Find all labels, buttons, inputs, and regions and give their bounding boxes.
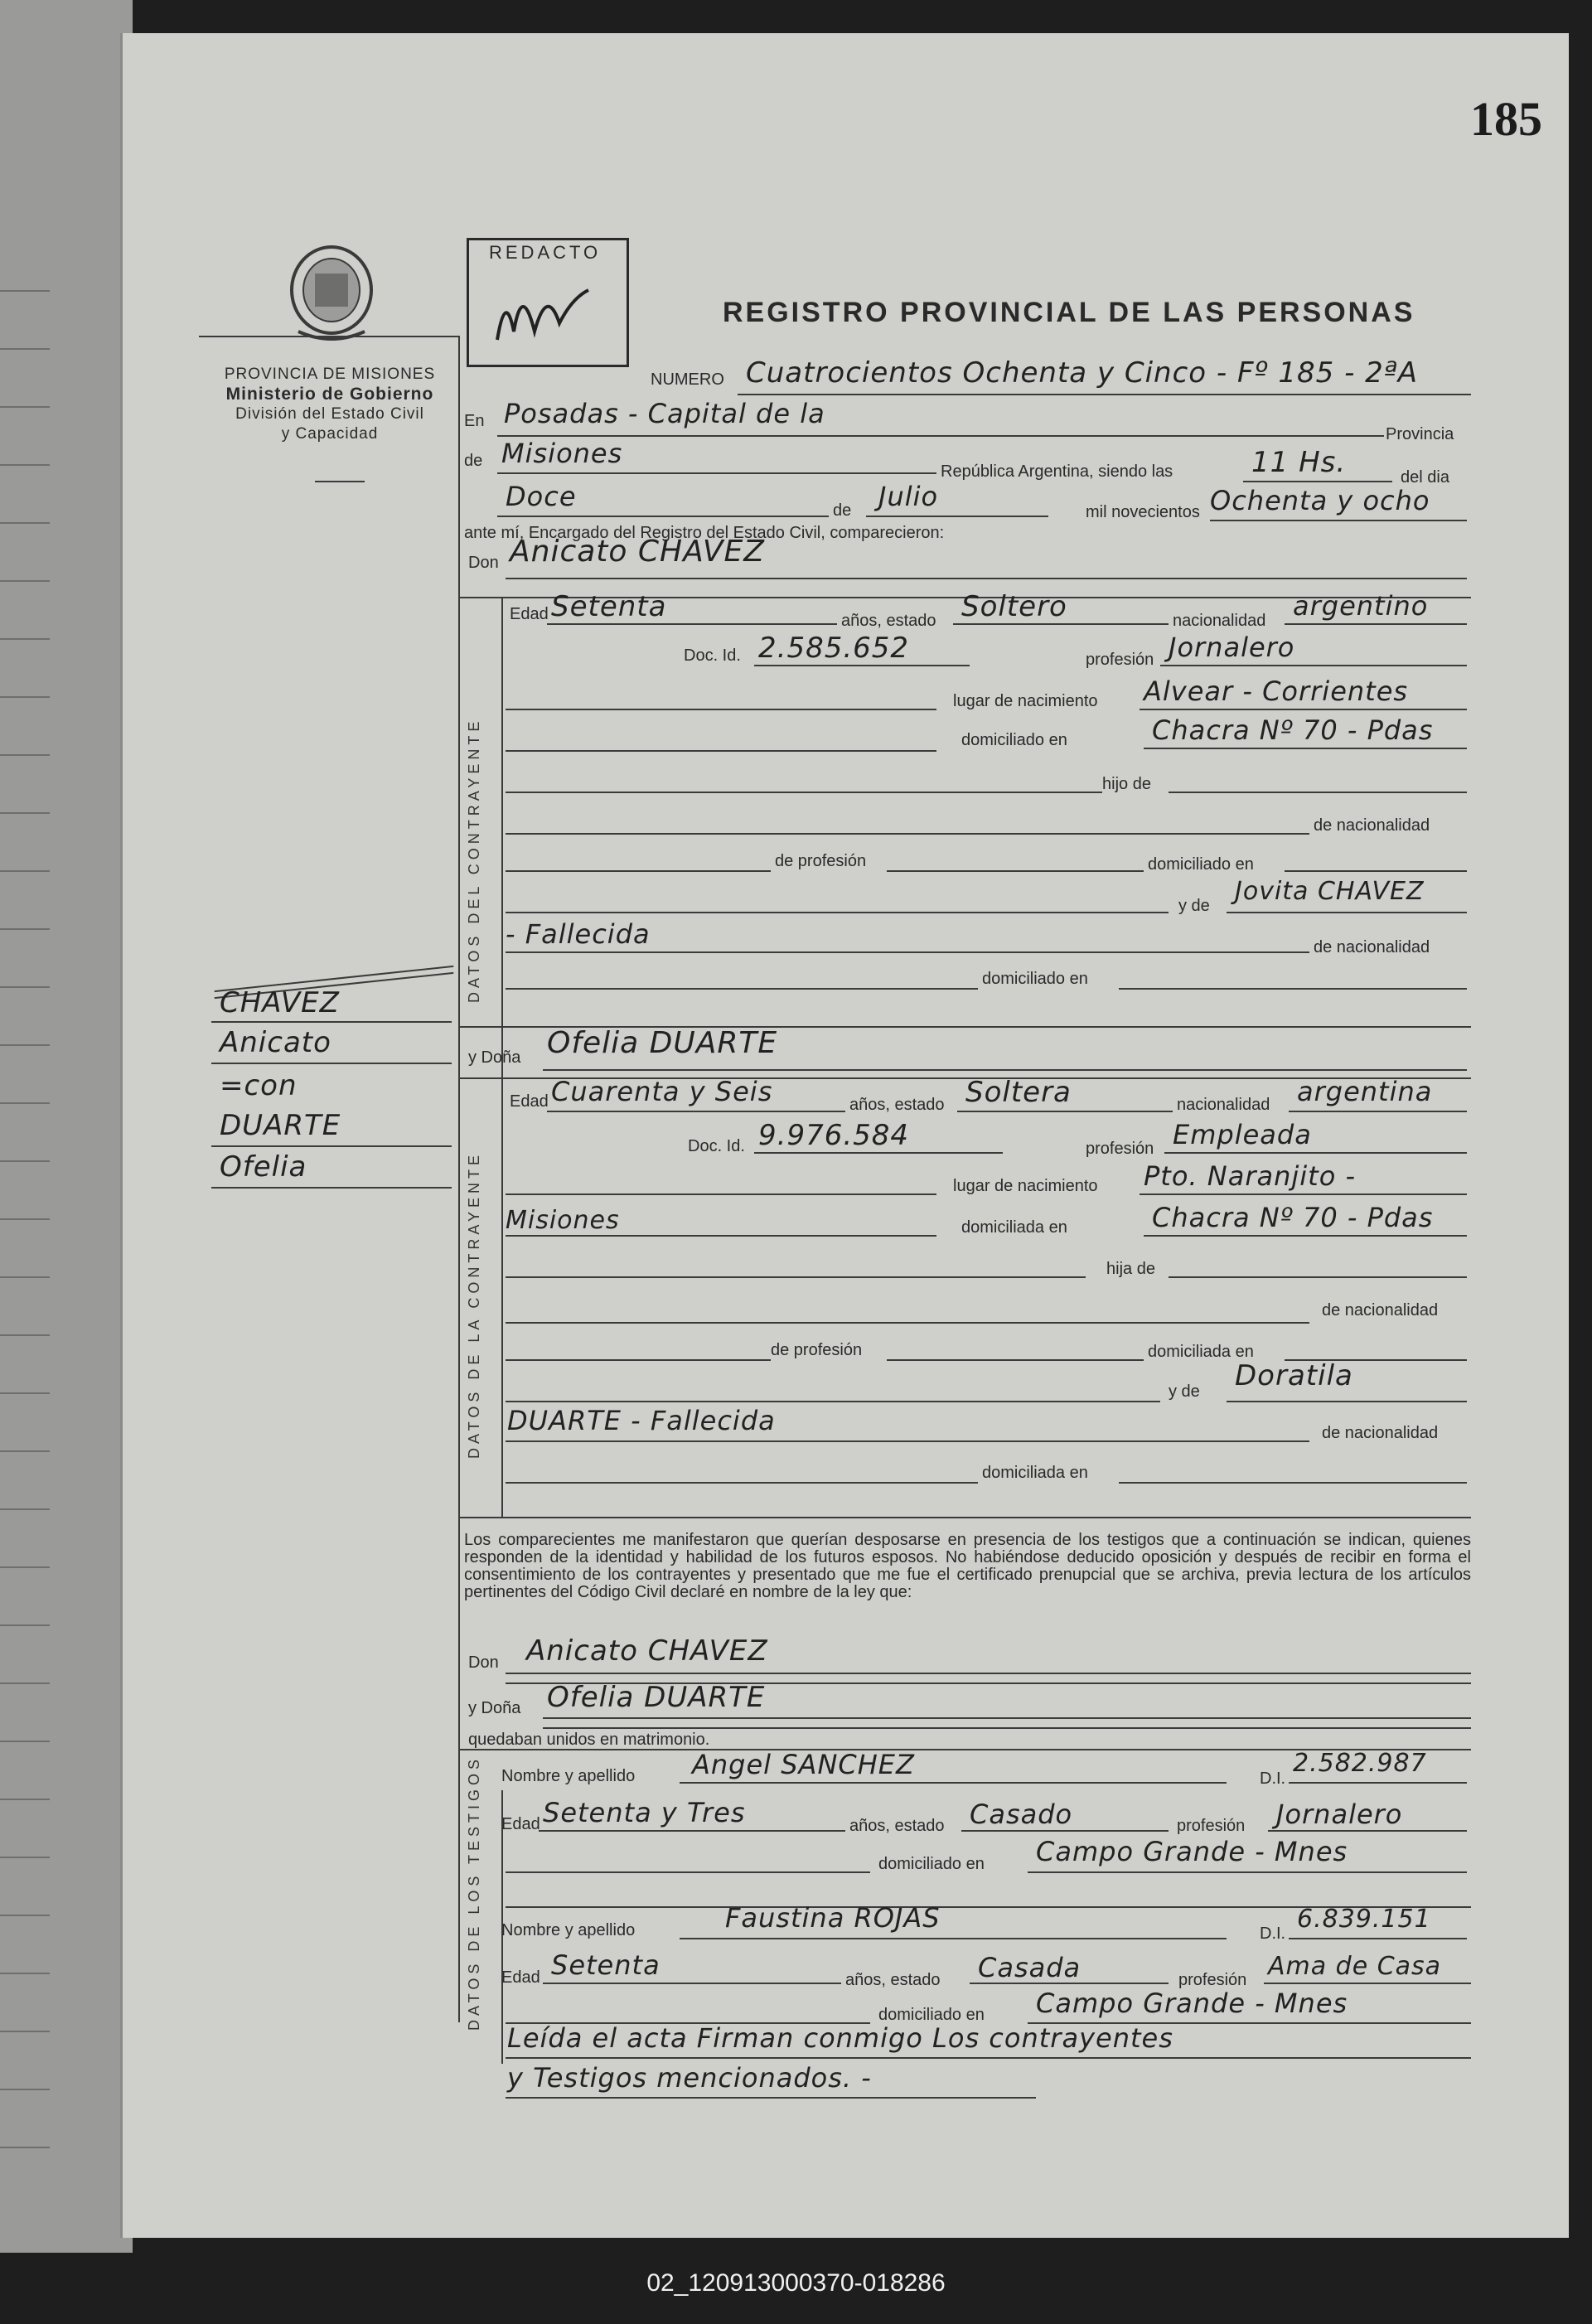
image-code: 02_120913000370-018286 [646, 2269, 946, 2297]
stamp-label: REDACTO [489, 242, 602, 263]
ruled-line [0, 870, 50, 872]
y-de-label: y de [1169, 1382, 1200, 1401]
fill-line [680, 1938, 1227, 1939]
authority-line: División del Estado Civil [235, 405, 424, 423]
ruled-line [0, 406, 50, 408]
fill-line [539, 1830, 845, 1832]
witness1-estado: Casado [970, 1799, 1073, 1830]
fill-line [506, 870, 771, 872]
fill-line [497, 516, 829, 517]
groom-name: Anicato CHAVEZ [510, 535, 765, 569]
fill-line [1119, 988, 1467, 990]
lugar-label: lugar de nacimiento [953, 1177, 1098, 1195]
di-label: D.I. [1260, 1770, 1286, 1788]
groom-doc: 2.585.652 [758, 632, 910, 665]
edad-label: Edad [510, 1092, 549, 1111]
fill-line [1160, 665, 1467, 666]
mes-value: Julio [878, 481, 939, 512]
fill-line [543, 1727, 1471, 1729]
domiciliado-label: domiciliado en [878, 2006, 985, 2024]
fill-line [506, 833, 1309, 835]
fill-line [1285, 623, 1467, 625]
domiciliado-en-label: domiciliado en [982, 970, 1088, 988]
de-nacionalidad-label: de nacionalidad [1322, 1424, 1439, 1442]
fill-line [506, 1276, 1086, 1278]
doc-label: Doc. Id. [688, 1137, 745, 1155]
ruled-line [0, 1218, 50, 1220]
quedaban-label: quedaban unidos en matrimonio. [468, 1731, 710, 1749]
bride-profesion: Empleada [1173, 1119, 1312, 1150]
anos-estado-label: años, estado [841, 612, 936, 630]
domiciliado-en-label: domiciliado en [1148, 855, 1254, 874]
fill-line [1289, 1782, 1467, 1784]
groom-madre: Jovita CHAVEZ [1235, 877, 1425, 906]
fill-line [497, 435, 1384, 437]
ruled-line [0, 1682, 50, 1684]
de-nacionalidad-label: de nacionalidad [1314, 938, 1430, 956]
profesion-label: profesión [1086, 1140, 1154, 1158]
fill-line [543, 1717, 1471, 1719]
authority-line: y Capacidad [281, 425, 379, 443]
de-profesion-label: de profesión [771, 1341, 863, 1359]
fill-line [754, 665, 970, 666]
fill-line [506, 951, 1309, 953]
don-label: Don [468, 554, 499, 572]
union-don: Anicato CHAVEZ [526, 1634, 768, 1668]
fill-line [1264, 1983, 1471, 1984]
ruled-line [0, 928, 50, 930]
groom-estado: Soltero [961, 590, 1067, 623]
fill-line [211, 1063, 452, 1064]
ruled-line [0, 986, 50, 988]
witness2-edad: Setenta [551, 1949, 661, 1981]
fill-line [1028, 1871, 1467, 1873]
domiciliada-label: domiciliada en [961, 1218, 1067, 1237]
form-title: REGISTRO PROVINCIAL DE LAS PERSONAS [723, 297, 1415, 328]
de-mes-label: de [833, 501, 852, 520]
fill-line [1289, 1111, 1467, 1112]
fill-line [1140, 1193, 1467, 1195]
fill-line [1227, 912, 1467, 913]
domiciliado-label: domiciliado en [961, 731, 1067, 749]
fill-line [680, 1782, 1227, 1784]
bride-madre-cont: DUARTE - Fallecida [507, 1405, 776, 1436]
lugar-label: lugar de nacimiento [953, 692, 1098, 710]
groom-profesion: Jornalero [1169, 632, 1295, 663]
fill-line [887, 1359, 1144, 1361]
witness1-domicilio: Campo Grande - Mnes [1036, 1836, 1348, 1867]
fill-line [506, 1871, 870, 1873]
hija-de-label: hija de [1106, 1260, 1155, 1278]
fill-line [506, 578, 1467, 579]
ruled-line [0, 1973, 50, 1974]
bride-lugar: Pto. Naranjito - [1144, 1160, 1356, 1192]
fill-line [497, 472, 936, 474]
bride-estado: Soltera [965, 1076, 1072, 1109]
ruled-line [0, 2031, 50, 2032]
witness2-di: 6.839.151 [1297, 1905, 1431, 1934]
nombre-apellido-label: Nombre y apellido [501, 1921, 636, 1939]
numero-label: NUMERO [651, 370, 724, 389]
ruled-line [0, 464, 50, 466]
binder-left-page [0, 0, 133, 2254]
union-dona: Ofelia DUARTE [547, 1681, 766, 1714]
ruled-line [0, 1857, 50, 1858]
fill-line [970, 1983, 1169, 1984]
witness1-profesion: Jornalero [1276, 1799, 1403, 1830]
fill-line [506, 1193, 936, 1195]
fill-line [866, 516, 1048, 517]
fill-line [1285, 870, 1467, 872]
section-label-bride: DATOS DE LA CONTRAYENTE [466, 1150, 482, 1459]
ruled-line [0, 290, 50, 292]
authority-block [214, 365, 446, 444]
ruled-line [0, 580, 50, 582]
fill-line [506, 2097, 1036, 2099]
ruled-line [0, 1566, 50, 1568]
fill-line [543, 1069, 1467, 1071]
ruled-line [0, 2089, 50, 2090]
dia-value: Doce [506, 481, 577, 512]
ruled-line [0, 812, 50, 814]
margin-note-line: Ofelia [220, 1150, 307, 1184]
ruled-line [0, 2147, 50, 2148]
witness1-name: Angel SANCHEZ [692, 1749, 915, 1780]
fill-line [1119, 1482, 1467, 1484]
edad-label: Edad [501, 1815, 540, 1833]
fill-line [1169, 1276, 1467, 1278]
fill-line [754, 1152, 1003, 1154]
edad-label: Edad [510, 605, 549, 623]
divider [315, 481, 365, 482]
fill-line [957, 1111, 1173, 1112]
di-label: D.I. [1260, 1925, 1286, 1943]
de-nacionalidad-label: de nacionalidad [1322, 1301, 1439, 1319]
closing-line: Leída el acta Firman conmigo Los contrayentes [507, 2022, 1173, 2054]
ruled-line [0, 1276, 50, 1278]
fill-line [1144, 1235, 1467, 1237]
declaration-paragraph: Los comparecientes me manifestaron que querían desposarse en presencia de los testigos que a continuación se indican, quienes responden de la identidad y habilidad de los futuros esposos. No habiéndose deducido oposición y después de recibir en forma el consentimiento de los contrayentes y presentado que me fue el certificado prenupcial que se archiva, previa lectura de los artículos pertinentes del Código Civil declaré en nombre de la ley que: [464, 1531, 1471, 1601]
section-label-groom: DATOS DEL CONTRAYENTE [466, 717, 482, 1003]
provincial-crest-icon [282, 240, 381, 348]
groom-edad: Setenta [551, 590, 667, 623]
groom-nacionalidad: argentino [1293, 590, 1429, 622]
en-label: En [464, 412, 485, 430]
ruled-line [0, 638, 50, 640]
ruled-line [0, 1392, 50, 1394]
fill-line [506, 1235, 936, 1237]
groom-domicilio: Chacra Nº 70 - Pdas [1152, 714, 1434, 746]
de-profesion-label: de profesión [775, 852, 867, 870]
ruled-line [0, 1334, 50, 1336]
ruled-line [0, 1741, 50, 1742]
ante-mi-label: ante mí, Encargado del Registro del Estado Civil, comparecieron: [464, 524, 945, 542]
witness2-estado: Casada [978, 1952, 1081, 1983]
fill-line [547, 1111, 845, 1112]
section-border [460, 1517, 1471, 1518]
page-number: 185 [1470, 92, 1542, 146]
en-value: Posadas - Capital de la [504, 398, 825, 429]
bride-name: Ofelia DUARTE [547, 1026, 778, 1060]
closing-line: y Testigos mencionados. - [507, 2062, 872, 2094]
fill-line [1144, 748, 1467, 749]
de-nacionalidad-label: de nacionalidad [1314, 816, 1430, 835]
y-dona-label: y Doña [468, 1699, 521, 1717]
fill-line [506, 1401, 1160, 1402]
del-dia-label: del dia [1401, 468, 1449, 487]
numero-value: Cuatrocientos Ochenta y Cinco - Fº 185 - 2ªA [746, 356, 1419, 390]
fill-line [506, 1440, 1309, 1442]
fill-line [1140, 709, 1467, 710]
fill-line [543, 1983, 841, 1984]
fill-line [506, 1322, 1309, 1324]
fill-line [506, 709, 936, 710]
witness2-name: Faustina ROJAS [725, 1902, 941, 1934]
ruled-line [0, 754, 50, 756]
stamp-signature-icon [489, 274, 605, 356]
profesion-label: profesión [1177, 1817, 1246, 1835]
ruled-line [0, 1160, 50, 1162]
anos-estado-label: años, estado [845, 1971, 941, 1989]
ruled-line [0, 1102, 50, 1104]
ruled-line [0, 696, 50, 698]
nombre-apellido-label: Nombre y apellido [501, 1767, 636, 1785]
fill-line [961, 1830, 1169, 1832]
bride-doc: 9.976.584 [758, 1119, 910, 1152]
fill-line [953, 623, 1169, 625]
nacionalidad-label: nacionalidad [1177, 1096, 1270, 1114]
fill-line [211, 1187, 452, 1189]
bride-nacionalidad: argentina [1297, 1076, 1433, 1107]
fill-line [1210, 520, 1467, 521]
domiciliado-label: domiciliado en [878, 1855, 985, 1873]
witness1-di: 2.582.987 [1293, 1749, 1427, 1778]
fill-line [211, 1145, 452, 1147]
edad-label: Edad [501, 1968, 540, 1987]
section-label-witnesses: DATOS DE LOS TESTIGOS [466, 1755, 482, 2031]
fill-line [211, 1021, 452, 1023]
fill-line [506, 2057, 1471, 2059]
margin-note-line: =con [220, 1069, 298, 1102]
margin-note-line: CHAVEZ [220, 986, 340, 1019]
fill-line [1243, 481, 1392, 482]
fill-line [1268, 1830, 1467, 1832]
fill-line [506, 750, 936, 752]
anos-estado-label: años, estado [849, 1096, 945, 1114]
don-label: Don [468, 1653, 499, 1672]
fill-line [547, 623, 837, 625]
bride-lugar-cont: Misiones [506, 1206, 620, 1235]
y-de-label: y de [1178, 897, 1210, 915]
anos-estado-label: años, estado [849, 1817, 945, 1835]
bride-domicilio: Chacra Nº 70 - Pdas [1152, 1202, 1434, 1233]
authority-line: Ministerio de Gobierno [225, 385, 434, 404]
provincia-label: Provincia [1386, 425, 1454, 443]
ruled-line [0, 1624, 50, 1626]
republica-label: República Argentina, siendo las [941, 462, 1173, 481]
witness2-profesion: Ama de Casa [1268, 1952, 1442, 1981]
fill-line [506, 1673, 1471, 1674]
nacionalidad-label: nacionalidad [1173, 612, 1266, 630]
margin-note-line: DUARTE [220, 1109, 341, 1142]
profesion-label: profesión [1178, 1971, 1247, 1989]
fill-line [506, 1482, 978, 1484]
hijo-de-label: hijo de [1102, 775, 1151, 793]
ano-value: Ochenta y ocho [1210, 485, 1430, 516]
groom-lugar: Alvear - Corrientes [1144, 675, 1409, 707]
ruled-line [0, 1799, 50, 1800]
doc-label: Doc. Id. [684, 646, 741, 665]
form-border-left [458, 336, 460, 2022]
ruled-line [0, 1450, 50, 1452]
ruled-line [0, 1044, 50, 1046]
fill-line [506, 1359, 771, 1361]
bride-madre: Doratila [1235, 1359, 1353, 1392]
form-top-border [199, 336, 460, 337]
fill-line [1289, 1938, 1467, 1939]
bride-edad: Cuarenta y Seis [551, 1076, 773, 1107]
hora-value: 11 Hs. [1251, 446, 1347, 479]
fill-line [1169, 792, 1467, 793]
ruled-line [0, 522, 50, 524]
ruled-line [0, 1508, 50, 1510]
witness2-domicilio: Campo Grande - Mnes [1036, 1988, 1348, 2019]
de-label: de [464, 452, 483, 470]
margin-note-line: Anicato [220, 1026, 331, 1059]
de-value: Misiones [501, 438, 623, 469]
domiciliada-en-label: domiciliada en [982, 1464, 1088, 1482]
domiciliada-en-label: domiciliada en [1148, 1343, 1254, 1361]
profesion-label: profesión [1086, 651, 1154, 669]
ruled-line [0, 348, 50, 350]
fill-line [1164, 1152, 1467, 1154]
fill-line [1227, 1401, 1467, 1402]
mil-novecientos-label: mil novecientos [1086, 503, 1200, 521]
authority-line: PROVINCIA DE MISIONES [224, 366, 436, 383]
fill-line [887, 870, 1144, 872]
fill-line [738, 394, 1471, 395]
fill-line [506, 792, 1102, 793]
ruled-line [0, 1915, 50, 1916]
fill-line [506, 912, 1169, 913]
fill-line [506, 988, 978, 990]
y-dona-label: y Doña [468, 1048, 521, 1067]
groom-madre-cont: - Fallecida [506, 918, 651, 950]
witness1-edad: Setenta y Tres [543, 1797, 746, 1828]
